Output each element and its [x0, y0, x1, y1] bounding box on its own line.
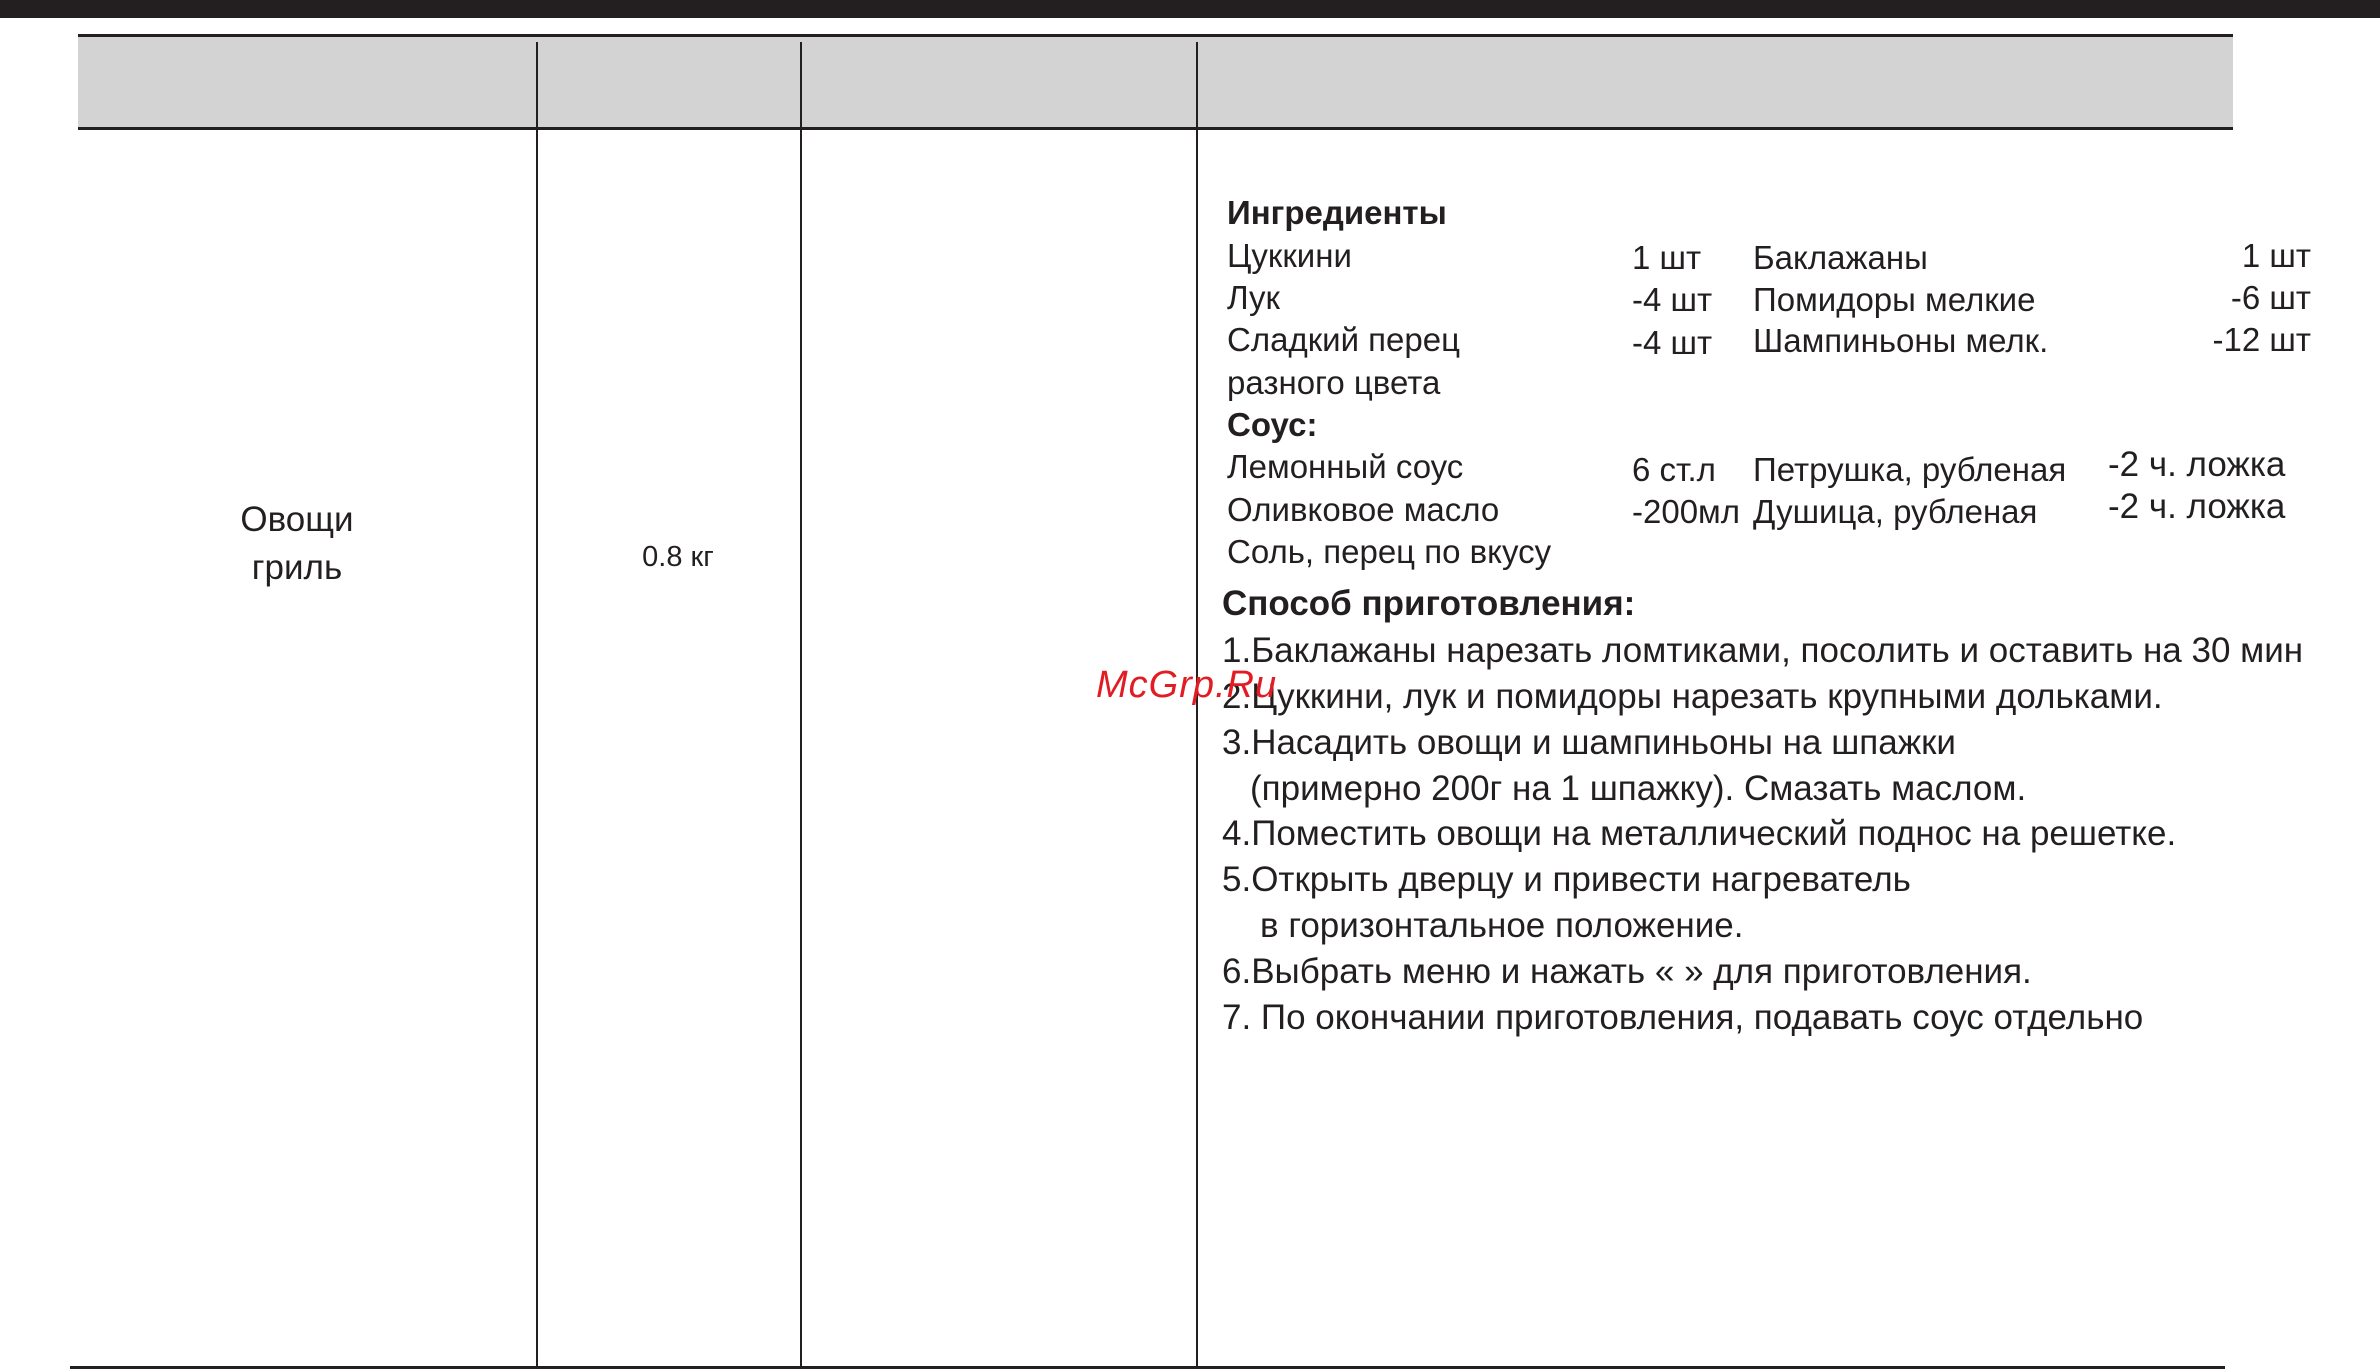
ingredient-qty: -4 шт [1632, 324, 1713, 361]
top-black-bar [0, 0, 2380, 18]
ingredient-qty: -12 шт [2212, 321, 2311, 358]
ingredient-name: Баклажаны [1753, 239, 1928, 276]
ingredients-heading: Ингредиенты [1227, 194, 1447, 231]
method-step: 3.Насадить овощи и шампиньоны на шпажки [1222, 723, 1956, 762]
method-step: 4.Поместить овощи на металлический поднос на решетке. [1222, 814, 2177, 853]
sauce-item-qty: -200мл [1632, 493, 1740, 530]
column-divider-2 [800, 42, 802, 1366]
ingredient-name: Лук [1227, 279, 1280, 316]
ingredient-qty: 1 шт [2241, 237, 2311, 274]
dish-name-line1: Овощи [240, 500, 354, 539]
method-step: 5.Открыть дверцу и привести нагреватель [1222, 860, 1911, 899]
dish-weight: 0.8 кг [642, 541, 714, 573]
ingredient-qty: 1 шт [1632, 239, 1702, 276]
sauce-item-qty: 6 ст.л [1632, 451, 1716, 488]
column-divider-1 [536, 42, 538, 1366]
ingredient-name: Помидоры мелкие [1753, 281, 2036, 318]
method-step: в горизонтальное положение. [1260, 906, 1744, 945]
ingredient-name: Шампиньоны мелк. [1753, 322, 2049, 359]
dish-name-line2: гриль [251, 548, 343, 587]
ingredient-qty: -6 шт [2230, 279, 2311, 316]
method-step: 2.Цуккини, лук и помидоры нарезать крупными дольками. [1222, 677, 2163, 716]
sauce-item-qty: -2 ч. ложка [2108, 445, 2286, 484]
ingredient-qty: -4 шт [1632, 281, 1713, 318]
ingredient-name: Цуккини [1227, 237, 1352, 274]
table-header-row [78, 34, 2233, 130]
table-bottom-border [70, 1366, 2225, 1369]
sauce-item-name: Оливковое масло [1227, 491, 1500, 528]
sauce-item-name: Соль, перец по вкусу [1227, 533, 1552, 570]
sauce-item-name: Петрушка, рубленая [1753, 451, 2067, 488]
sauce-heading: Соус: [1227, 406, 1318, 443]
method-step: (примерно 200г на 1 шпажку). Смазать маслом. [1250, 769, 2027, 808]
method-step: 6.Выбрать меню и нажать « » для приготовления. [1222, 952, 2032, 991]
watermark: McGrp.Ru [1096, 664, 1278, 706]
method-step: 7. По окончании приготовления, подавать соус отдельно [1222, 998, 2144, 1037]
sauce-item-name: Лемонный соус [1227, 448, 1464, 485]
method-heading: Способ приготовления: [1222, 584, 1636, 623]
ingredient-name: Сладкий перец [1227, 321, 1460, 358]
ingredient-name: разного цвета [1227, 364, 1441, 401]
dish-name [190, 496, 404, 592]
sauce-item-name: Душица, рубленая [1753, 493, 2038, 530]
method-step: 1.Баклажаны нарезать ломтиками, посолить и оставить на 30 мин [1222, 631, 2304, 670]
sauce-item-qty: -2 ч. ложка [2108, 487, 2286, 526]
